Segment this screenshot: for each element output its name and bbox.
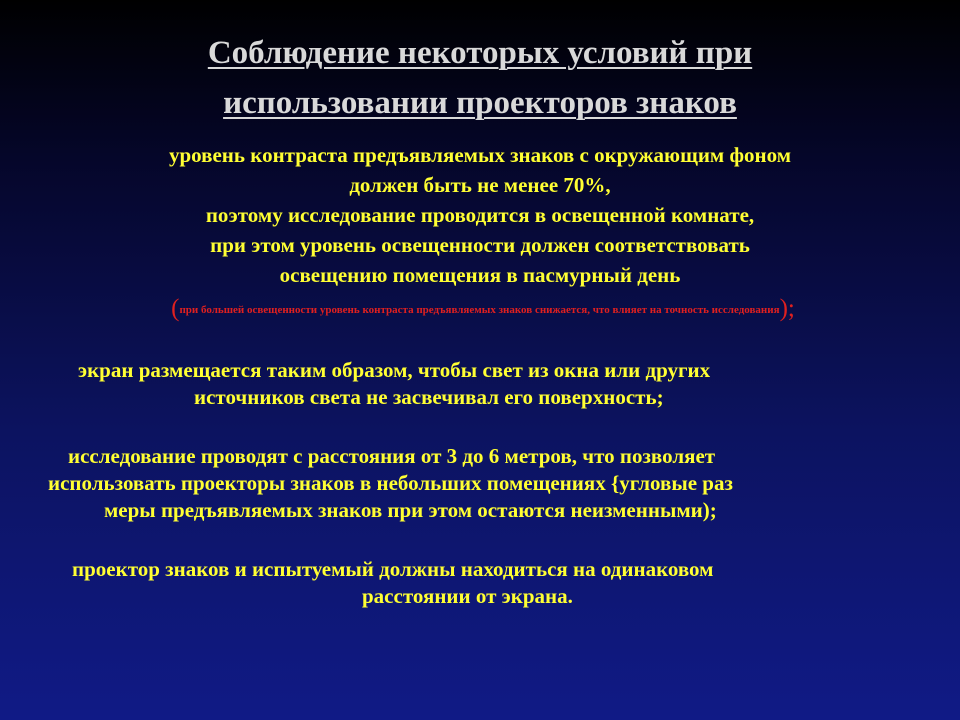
slide-title-line-1: Соблюдение некоторых условий при [207,35,753,71]
paragraph-line: уровень контраста предъявляемых знаков с окружающим фоном [168,143,792,167]
paragraph-contrast [0,140,960,290]
paragraph-line: исследование проводят с расстояния от 3 до 6 метров, что позволяет [68,444,716,468]
paragraph-position [0,556,960,610]
paragraph-line: освещению помещения в пасмурный день [279,263,681,287]
paragraph-line: экран размещается таким образом, чтобы свет из окна или других [78,358,711,382]
paragraph-line: проектор знаков и испытуемый должны находиться на одинаковом [72,557,714,581]
note-text: при большей освещенности уровень контраста предъявляемых знаков снижается, что влияет на точность исследования [179,304,780,316]
paragraph-line: источников света не засвечивал его поверхность; [194,385,664,409]
paragraph-line: использовать проекторы знаков в небольших помещениях {угловые раз [48,471,733,495]
note-illumination [18,295,948,324]
paragraph-line: меры предъявляемых знаков при этом остаются неизменными); [104,498,717,522]
paragraph-line: при этом уровень освещенности должен соответствовать [210,233,750,257]
slide-title-line-2: использовании проекторов знаков [223,85,737,121]
paragraph-line: расстоянии от экрана. [362,584,573,608]
paragraph-line: поэтому исследование проводится в освещенной комнате, [205,203,755,227]
paragraph-distance [0,443,960,524]
slide-title [0,28,960,128]
paragraph-line: должен быть не менее 70%, [349,173,611,197]
note-close-paren: ); [779,295,795,322]
note-open-paren: ( [171,295,180,322]
paragraph-screen [0,357,960,411]
